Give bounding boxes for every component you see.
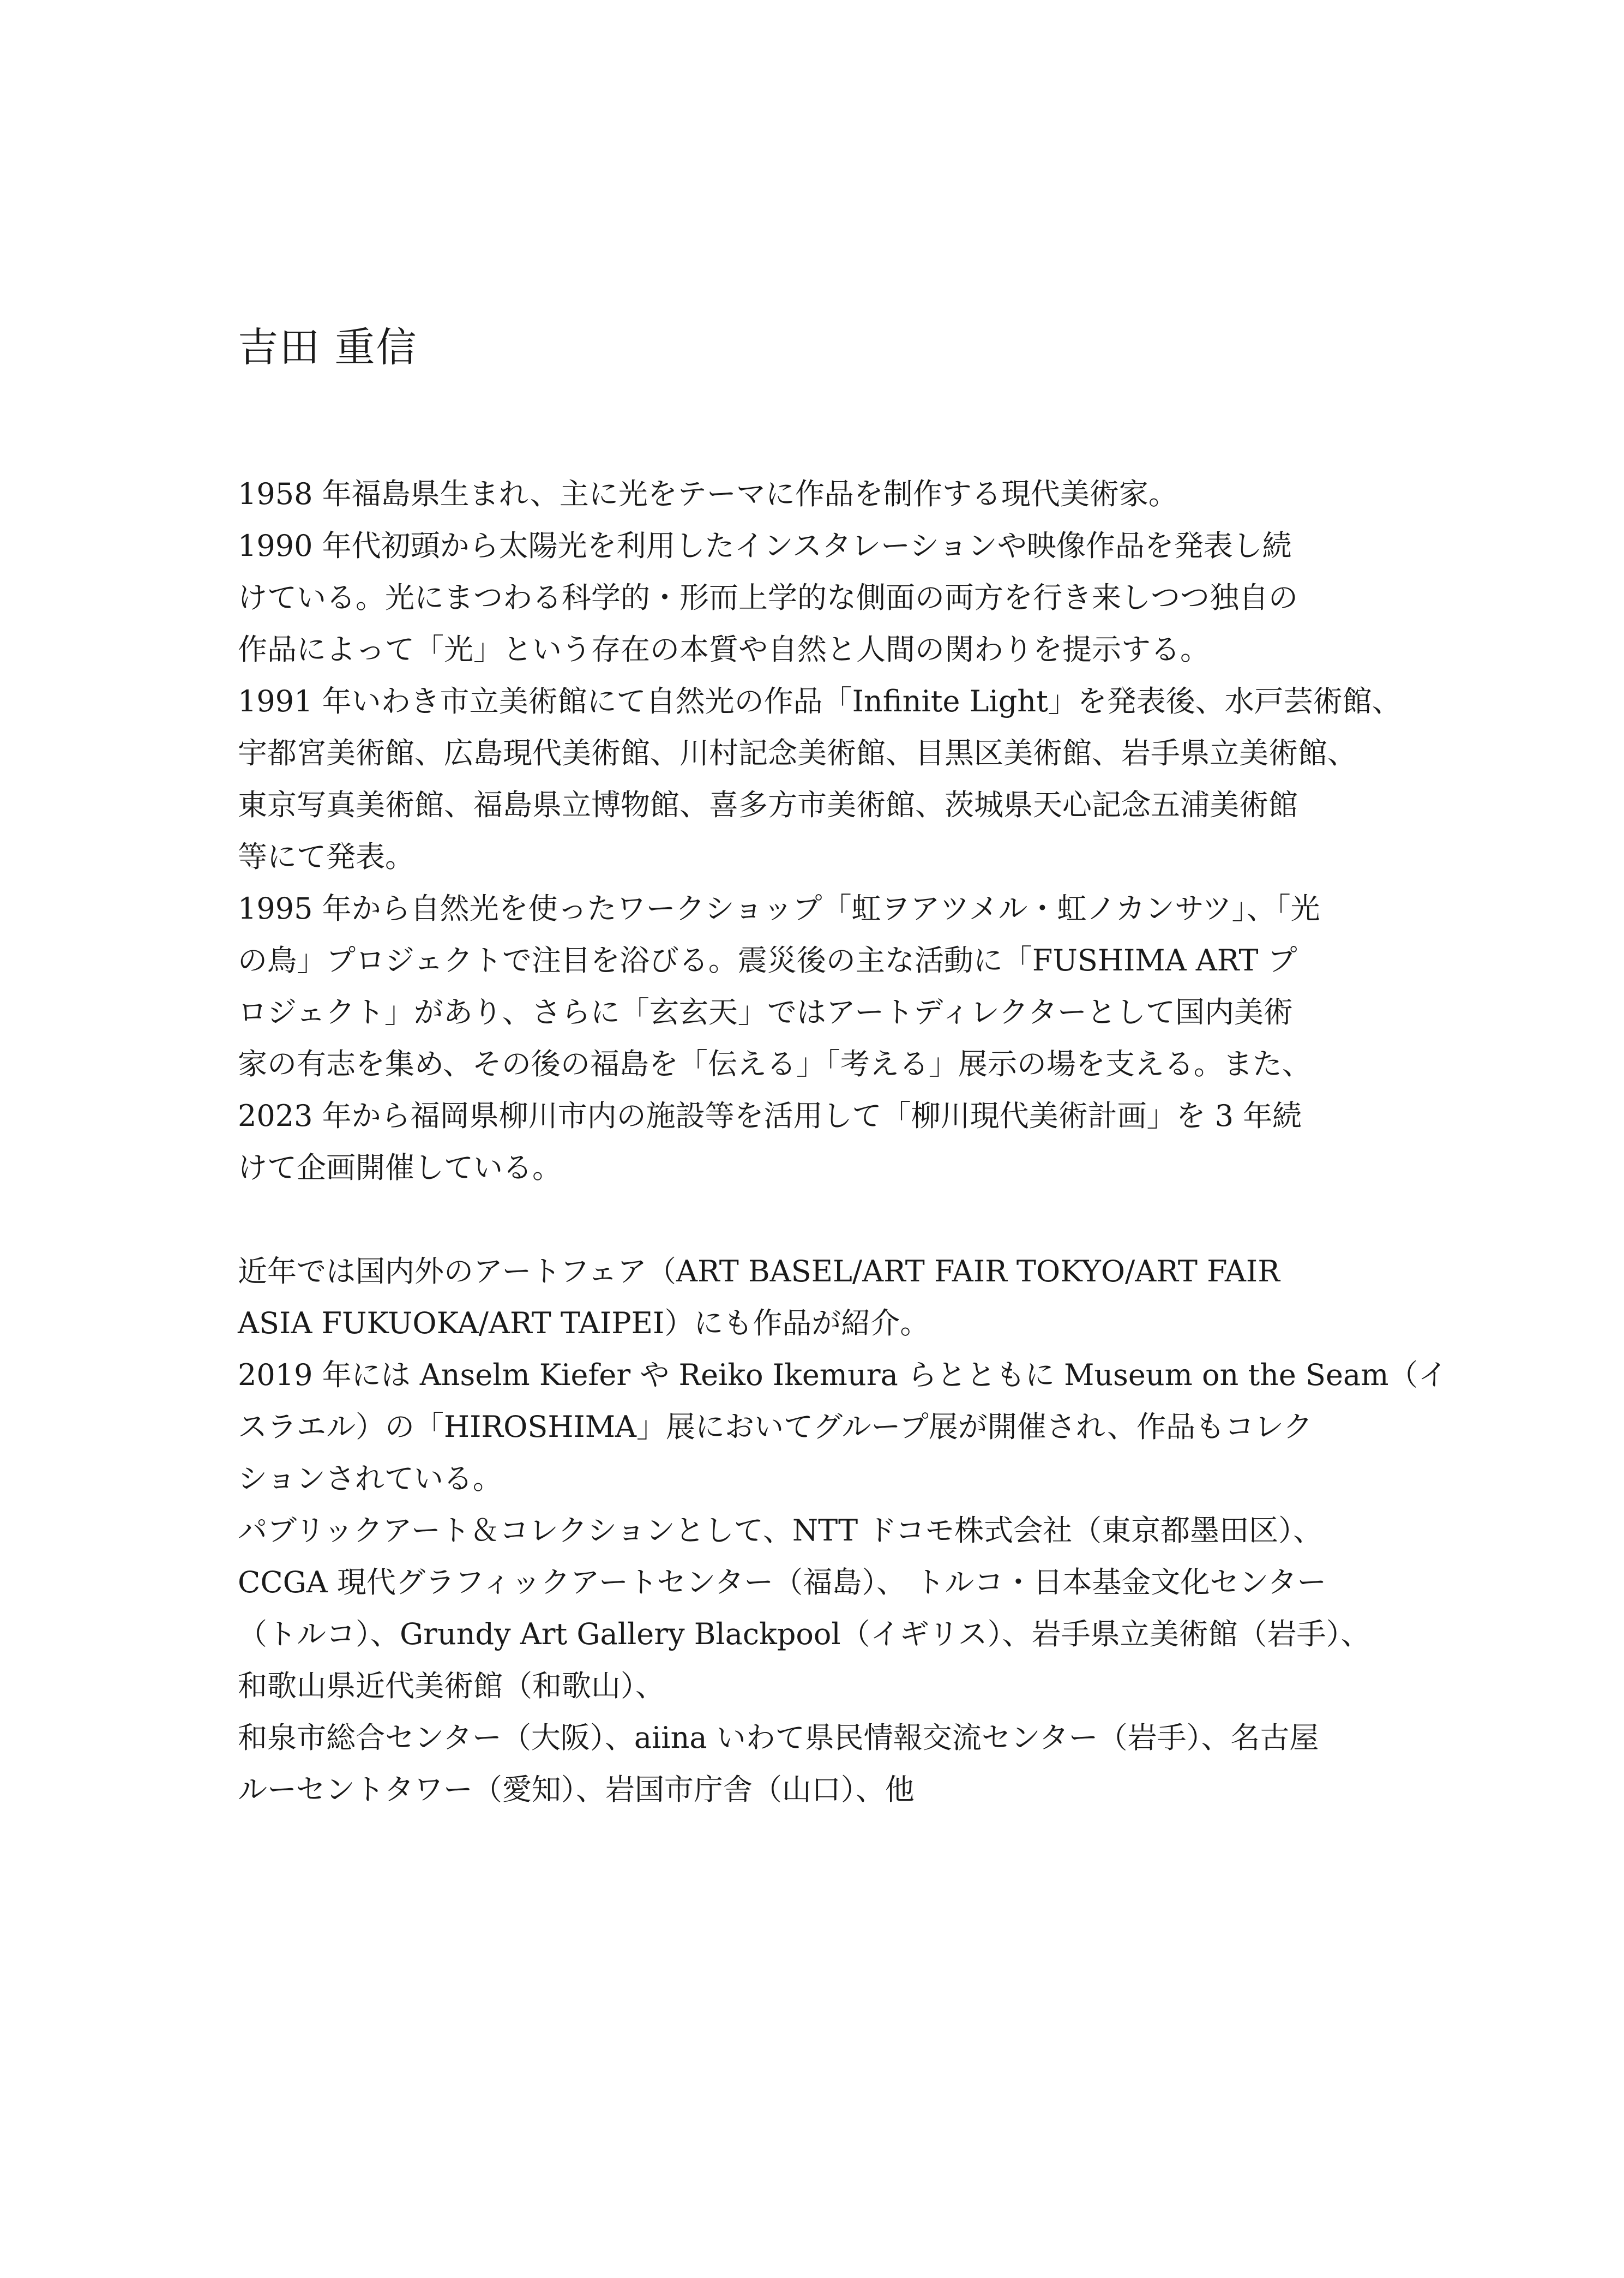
biography-text bbox=[238, 468, 1448, 1815]
biography-paragraph-1 bbox=[238, 468, 1416, 1194]
text-line: パブリックアート＆コレクションとして、NTT ドコモ株式会社（東京都墨田区）、 bbox=[238, 1513, 1323, 1548]
text-line: けている。光にまつわる科学的・形而上学的な側面の両方を行き来しつつ独自の bbox=[238, 580, 1298, 615]
text-line: 2023 年から福岡県柳川市内の施設等を活用して「柳川現代美術計画」を 3 年続 bbox=[238, 1099, 1302, 1133]
text-line: けて企画開催している。 bbox=[238, 1150, 562, 1185]
paragraph-spacer bbox=[238, 1194, 1416, 1245]
text-line: 1991 年いわき市立美術館にて自然光の作品「Infinite Light」を発表後、水戸芸術館、 bbox=[238, 684, 1402, 718]
text-line: 作品によって「光」という存在の本質や自然と人間の関わりを提示する。 bbox=[238, 632, 1210, 667]
text-line: 等にて発表。 bbox=[238, 840, 414, 874]
text-line: の鳥」プロジェクトで注目を浴びる。震災後の主な活動に「FUSHIMA ART プ bbox=[238, 943, 1297, 978]
text-line: ロジェクト」があり、さらに「玄玄天」ではアートディレクターとして国内美術 bbox=[238, 995, 1293, 1029]
text-line: 近年では国内外のアートフェア（ART BASEL/ART FAIR TOKYO/ART FAIR bbox=[238, 1254, 1280, 1288]
text-line: 1958 年福島県生まれ、主に光をテーマに作品を制作する現代美術家。 bbox=[238, 477, 1178, 511]
text-line: スラエル）の「HIROSHIMA」展においてグループ展が開催され、作品もコレク bbox=[238, 1410, 1313, 1444]
text-line: （トルコ）、Grundy Art Gallery Blackpool（イギリス）、岩手県立美術館（岩手）、 bbox=[238, 1617, 1370, 1651]
text-line: ASIA FUKUOKA/ART TAIPEI）にも作品が紹介。 bbox=[238, 1306, 930, 1340]
biography-paragraph-2 bbox=[238, 1245, 1448, 1815]
text-line: ションされている。 bbox=[238, 1461, 502, 1496]
text-line: 1995 年から自然光を使ったワークショップ「虹ヲアツメル・虹ノカンサツ」、「光 bbox=[238, 891, 1320, 926]
text-line: 1990 年代初頭から太陽光を利用したインスタレーションや映像作品を発表し続 bbox=[238, 529, 1292, 563]
text-line: ルーセントタワー（愛知）、岩国市庁舎（山口）、他 bbox=[238, 1772, 915, 1807]
text-line: 和歌山県近代美術館（和歌山）、 bbox=[238, 1669, 665, 1703]
text-line: 和泉市総合センター（大阪）、aiina いわて県民情報交流センター（岩手）、名古屋 bbox=[238, 1721, 1319, 1755]
text-line: 家の有志を集め、その後の福島を「伝える」「考える」展示の場を支える。また、 bbox=[238, 1047, 1312, 1081]
text-line: 2019 年には Anselm Kiefer や Reiko Ikemura らとともに Museum on the Seam（イ bbox=[238, 1358, 1448, 1392]
artist-name-title: 吉田 重信 bbox=[238, 324, 418, 371]
text-line: CCGA 現代グラフィックアートセンター（福島）、 トルコ・日本基金文化センター bbox=[238, 1565, 1327, 1599]
text-line: 東京写真美術館、福島県立博物館、喜多方市美術館、茨城県天心記念五浦美術館 bbox=[238, 788, 1298, 822]
text-line: 宇都宮美術館、広島現代美術館、川村記念美術館、目黒区美術館、岩手県立美術館、 bbox=[238, 736, 1357, 770]
